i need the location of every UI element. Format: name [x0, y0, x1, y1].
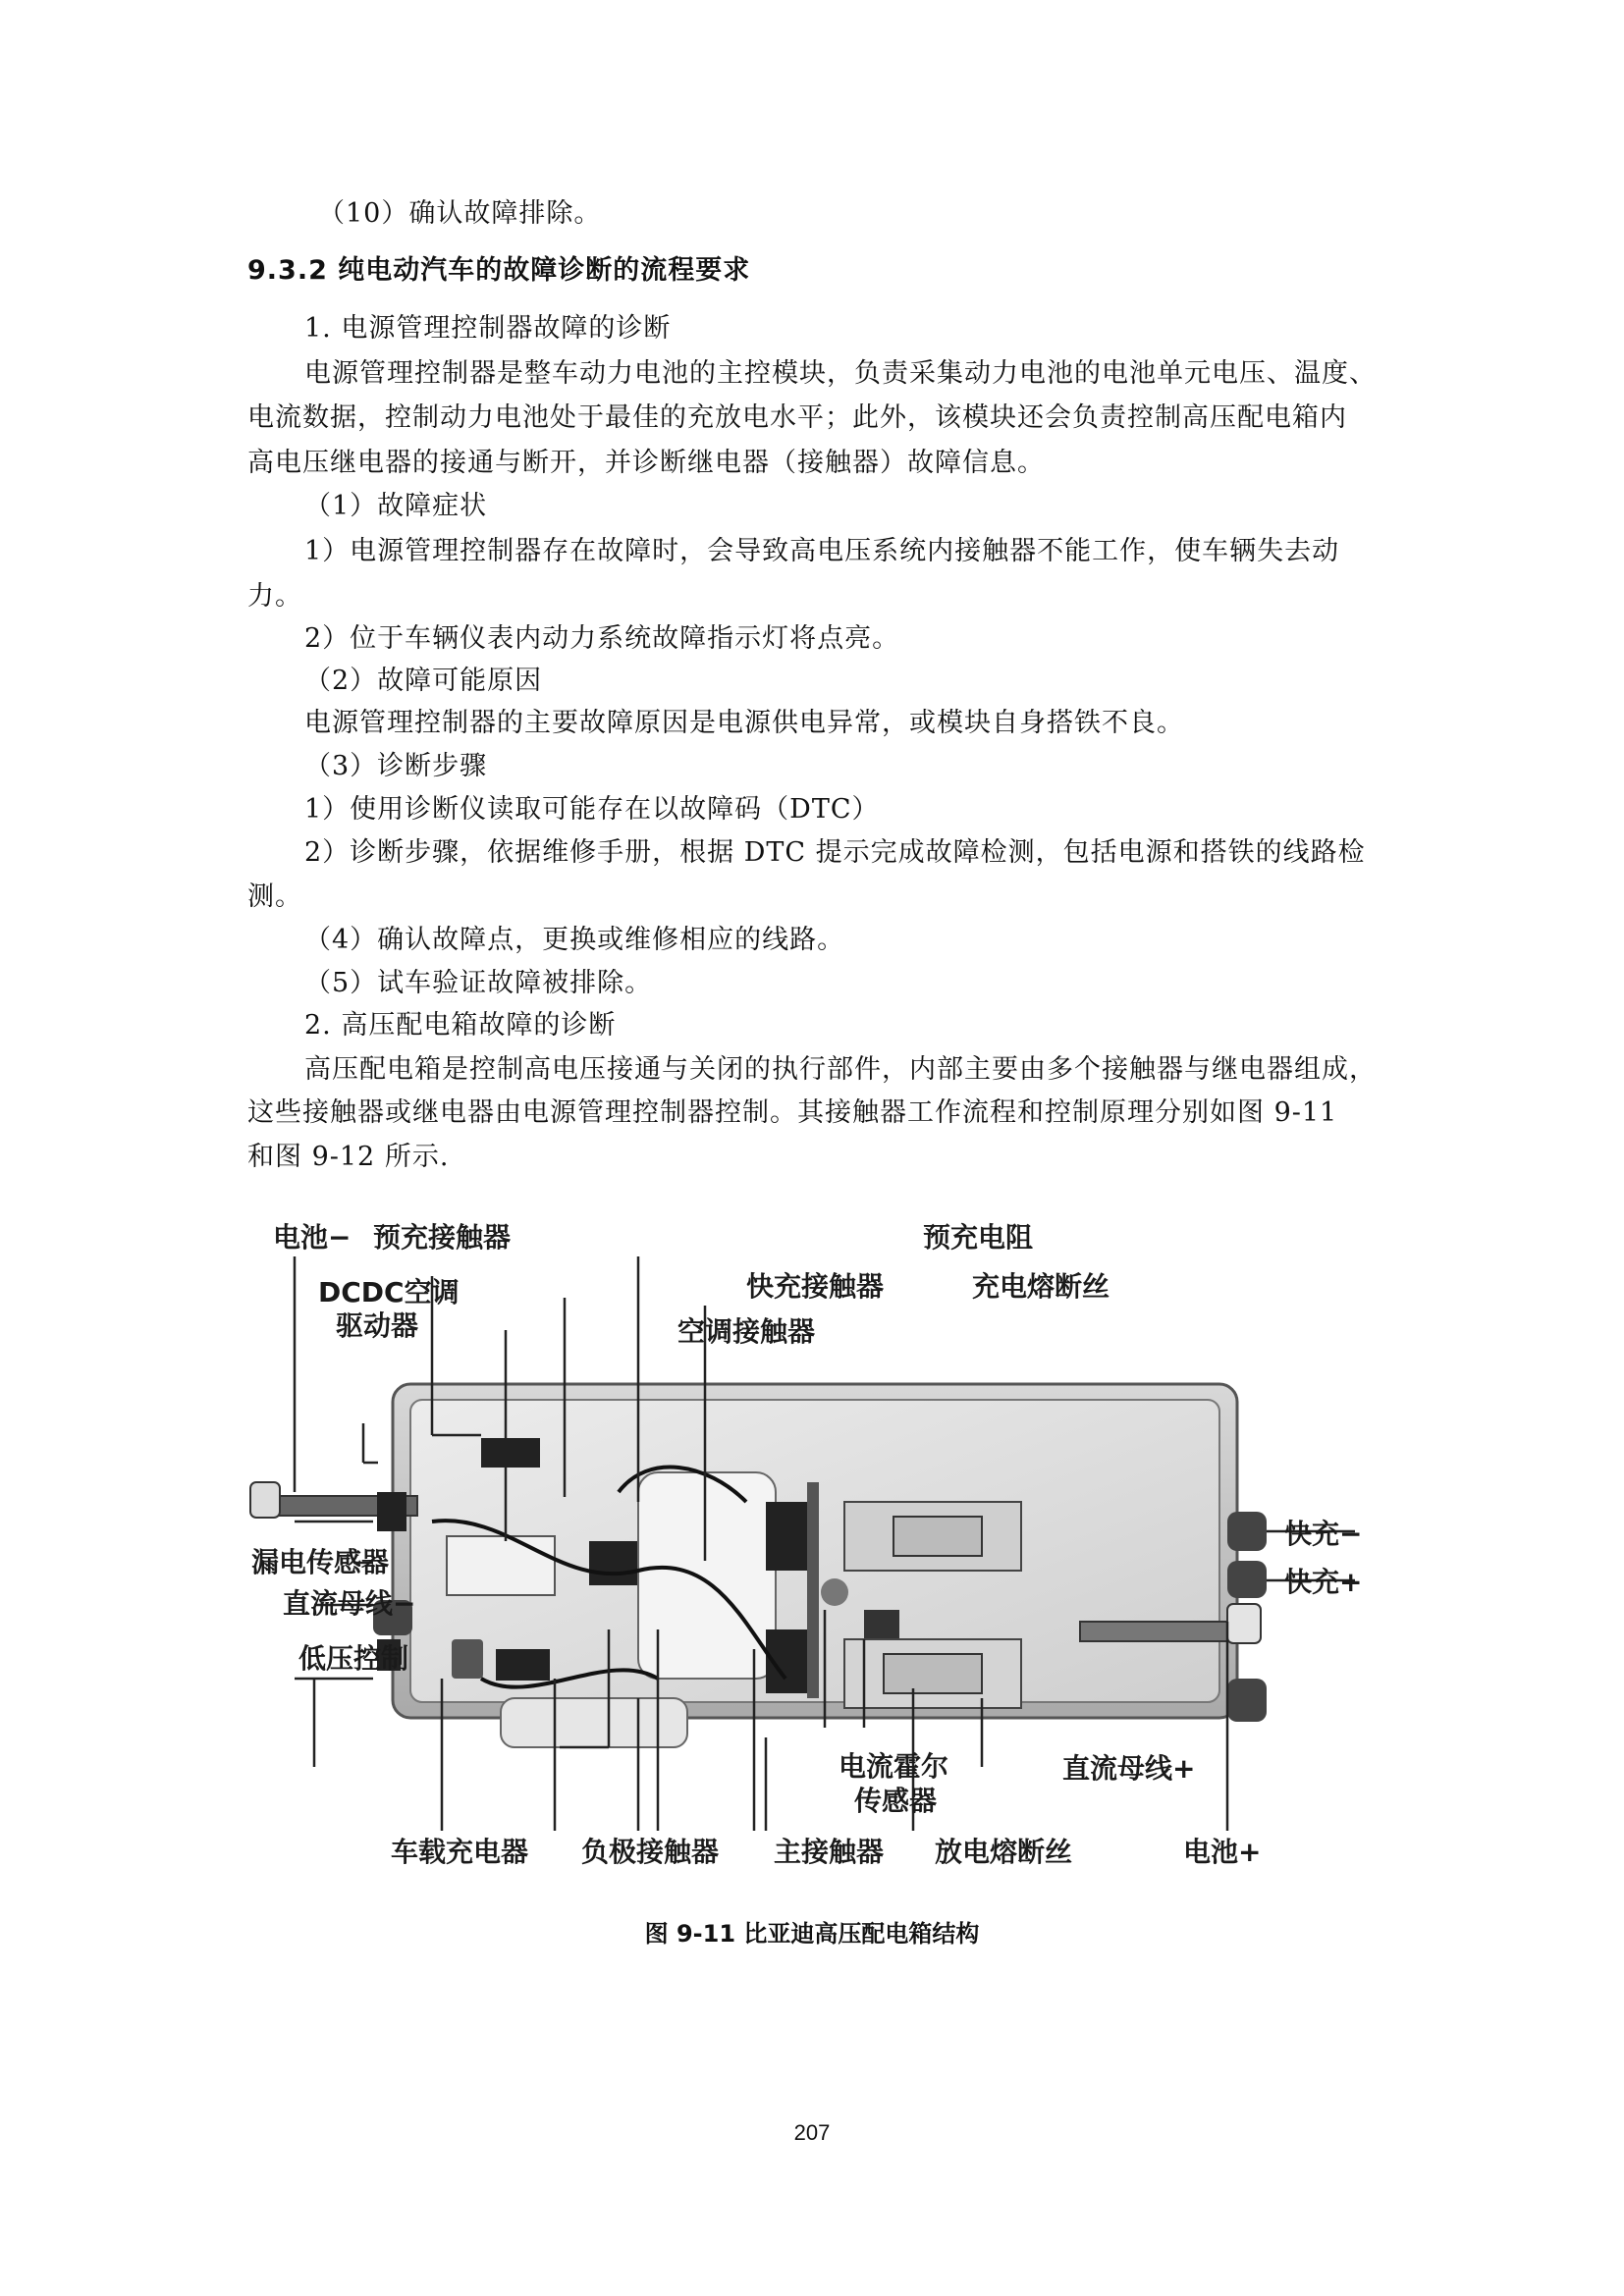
section-heading: 9.3.2 纯电动汽车的故障诊断的流程要求 — [247, 255, 751, 286]
label-low-voltage-control: 低压控制 — [298, 1642, 409, 1675]
label-current-hall-sensor-2: 传感器 — [854, 1785, 938, 1817]
label-fast-charge-negative: 快充− — [1284, 1518, 1363, 1550]
label-current-hall-sensor-1: 电流霍尔 — [839, 1750, 949, 1783]
label-dcdc-ac-driver-2: 驱动器 — [336, 1309, 419, 1342]
text-line: （1）故障症状 — [304, 491, 488, 521]
text-line: （3）诊断步骤 — [304, 751, 488, 781]
figure-high-voltage-box — [236, 1217, 1384, 1904]
text-line: 高压配电箱是控制高电压接通与关闭的执行部件，内部主要由多个接触器与继电器组成， — [304, 1054, 1377, 1085]
label-charge-fuse: 充电熔断丝 — [972, 1270, 1110, 1303]
label-ac-contactor: 空调接触器 — [677, 1315, 816, 1348]
label-dcdc-ac-driver-1: DCDC空调 — [318, 1276, 460, 1308]
page-number: 207 — [793, 2120, 831, 2145]
text-line: （5）试车验证故障被排除。 — [304, 968, 653, 998]
label-main-contactor: 主接触器 — [774, 1836, 885, 1868]
text-line: 2）诊断步骤，依据维修手册，根据 DTC 提示完成故障检测，包括电源和搭铁的线路检 — [304, 837, 1366, 868]
label-battery-positive: 电池+ — [1183, 1836, 1262, 1868]
label-precharge-contactor: 预充接触器 — [373, 1221, 512, 1254]
text-line: （2）故障可能原因 — [304, 666, 543, 696]
subsection-heading: 1. 电源管理控制器故障的诊断 — [304, 313, 672, 344]
figure-caption: 图 9-11 比亚迪高压配电箱结构 — [644, 1920, 980, 1948]
text-line: 这些接触器或继电器由电源管理控制器控制。其接触器工作流程和控制原理分别如图 9-11 — [247, 1097, 1338, 1128]
text-line: 1）使用诊断仪读取可能存在以故障码（DTC） — [304, 794, 880, 825]
text-line: 电源管理控制器的主要故障原因是电源供电异常，或模块自身搭铁不良。 — [304, 708, 1184, 738]
text-line: 和图 9-12 所示. — [247, 1142, 450, 1172]
label-battery-negative: 电池− — [273, 1221, 352, 1254]
label-dc-bus-negative: 直流母线− — [283, 1587, 416, 1620]
text-line: 2）位于车辆仪表内动力系统故障指示灯将点亮。 — [304, 623, 900, 654]
text-line: （10）确认故障排除。 — [318, 198, 602, 229]
text-line: 高电压继电器的接通与断开，并诊断继电器（接触器）故障信息。 — [247, 448, 1045, 478]
label-fast-charge-positive: 快充+ — [1284, 1566, 1363, 1598]
text-line: 电流数据，控制动力电池处于最佳的充放电水平；此外，该模块还会负责控制高压配电箱内 — [247, 402, 1347, 433]
label-fast-charge-contactor: 快充接触器 — [746, 1270, 885, 1303]
text-line: 1）电源管理控制器存在故障时，会导致高电压系统内接触器不能工作，使车辆失去动 — [304, 536, 1340, 566]
label-onboard-charger: 车载充电器 — [391, 1836, 529, 1868]
text-line: （4）确认故障点，更换或维修相应的线路。 — [304, 925, 845, 955]
subsection-heading: 2. 高压配电箱故障的诊断 — [304, 1010, 617, 1041]
label-discharge-fuse: 放电熔断丝 — [935, 1836, 1073, 1868]
text-line: 测。 — [247, 881, 302, 912]
label-leakage-sensor: 漏电传感器 — [251, 1546, 390, 1578]
label-negative-contactor: 负极接触器 — [581, 1836, 720, 1868]
text-line: 力。 — [247, 581, 302, 612]
text-line: 电源管理控制器是整车动力电池的主控模块，负责采集动力电池的电池单元电压、温度、 — [304, 358, 1377, 389]
label-precharge-resistor: 预充电阻 — [923, 1221, 1034, 1254]
label-dc-bus-positive: 直流母线+ — [1062, 1752, 1196, 1785]
